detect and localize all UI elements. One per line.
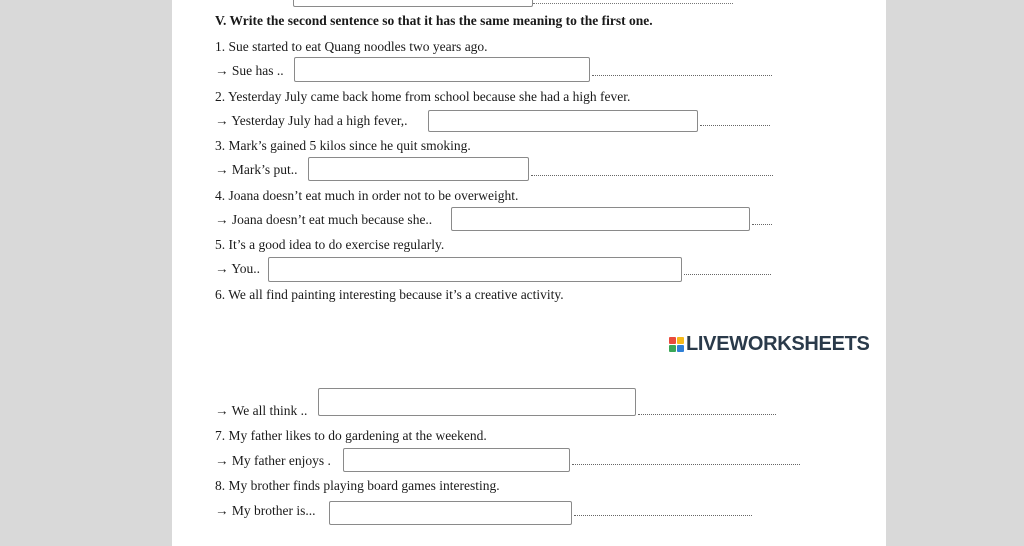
logo-square-yellow bbox=[677, 337, 684, 344]
answer-6-input[interactable] bbox=[318, 388, 636, 416]
answer-5-label: → You.. bbox=[215, 261, 261, 276]
answer-4-input[interactable] bbox=[451, 207, 750, 231]
answer-1-dots bbox=[592, 75, 772, 76]
answer-8-dots bbox=[574, 515, 752, 516]
answer-1-label: → Sue has .. bbox=[215, 63, 284, 78]
answer-1-input[interactable] bbox=[294, 57, 590, 82]
answer-2-input[interactable] bbox=[428, 110, 698, 132]
answer-8-input[interactable] bbox=[329, 501, 572, 525]
logo-square-green bbox=[669, 345, 676, 352]
answer-3-input[interactable] bbox=[308, 157, 529, 181]
answer-6-label: → We all think .. bbox=[215, 403, 308, 418]
question-6: 6. We all find painting interesting because it’s a creative activity. bbox=[215, 287, 564, 302]
logo-text: LIVEWORKSHEETS bbox=[686, 332, 870, 355]
logo-grid-icon bbox=[669, 337, 684, 352]
answer-8-label: → My brother is... bbox=[215, 503, 316, 518]
previous-answer-box[interactable] bbox=[293, 0, 533, 7]
question-7: 7. My father likes to do gardening at the weekend. bbox=[215, 428, 487, 443]
answer-4-label: → Joana doesn’t eat much because she.. bbox=[215, 212, 433, 227]
answer-3-label: → Mark’s put.. bbox=[215, 162, 298, 177]
liveworksheets-logo bbox=[669, 333, 870, 355]
previous-dotted-line bbox=[533, 3, 733, 4]
answer-2-dots bbox=[700, 125, 770, 126]
answer-7-input[interactable] bbox=[343, 448, 570, 472]
exercise-title: V. Write the second sentence so that it has the same meaning to the first one. bbox=[215, 13, 653, 28]
question-1: 1. Sue started to eat Quang noodles two years ago. bbox=[215, 39, 488, 54]
question-2: 2. Yesterday July came back home from school because she had a high fever. bbox=[215, 89, 631, 104]
logo-square-blue bbox=[677, 345, 684, 352]
question-3: 3. Mark’s gained 5 kilos since he quit smoking. bbox=[215, 138, 471, 153]
answer-5-input[interactable] bbox=[268, 257, 682, 282]
question-8: 8. My brother finds playing board games interesting. bbox=[215, 478, 500, 493]
question-4: 4. Joana doesn’t eat much in order not to be overweight. bbox=[215, 188, 519, 203]
answer-5-dots bbox=[684, 274, 771, 275]
answer-4-dots bbox=[752, 224, 772, 225]
answer-3-dots bbox=[531, 175, 773, 176]
answer-2-label: → Yesterday July had a high fever,. bbox=[215, 113, 408, 128]
answer-7-label: → My father enjoys . bbox=[215, 453, 331, 468]
answer-7-dots bbox=[572, 464, 800, 465]
answer-6-dots bbox=[638, 414, 776, 415]
question-5: 5. It’s a good idea to do exercise regularly. bbox=[215, 237, 445, 252]
logo-square-red bbox=[669, 337, 676, 344]
